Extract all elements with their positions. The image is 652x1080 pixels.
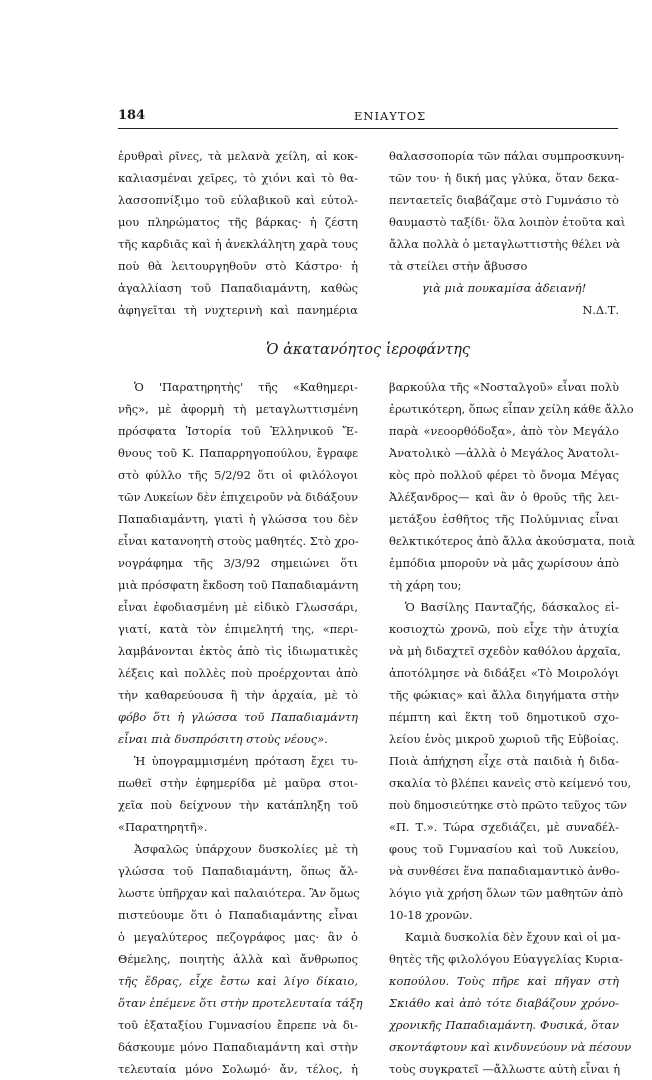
text-line: λωστε ὑπῆρχαν καὶ παλαιότερα. Ἂν ὅμως [118, 886, 360, 900]
text-line: μου πληρώματος τῆς βάρκας· ἡ ζέστη [118, 215, 358, 229]
text-line: τῶν Λυκείων δὲν ἐπιχειροῦν νὰ διδάξουν [118, 490, 358, 504]
text-line: Ὁ Βασίλης Πανταζής, δάσκαλος εἰ- [405, 600, 619, 614]
text-line: κοπούλου. Τοὺς πῆρε καὶ πῆγαν στὴ [389, 974, 619, 988]
signature: Ν.Δ.Τ. [582, 303, 619, 317]
text-line: σκοντάφτουν καὶ κινδυνεύουν νὰ πέσουν [389, 1040, 632, 1054]
text-line: βαρκούλα τῆς «Νοσταλγοῦ» εἶναι πολὺ [389, 380, 619, 394]
text-line: εἶναι πιὰ δυσπρόσιτη στοὺς νέους». [118, 732, 328, 746]
text-line: μιὰ πρόσφατη ἔκδοση τοῦ Παπαδιαμάντη [118, 578, 359, 592]
text-line: ἀφηγεῖται τὴ νυχτερινὴ καὶ πανημέρια [118, 303, 358, 317]
text-line: θαυμαστὸ ταξίδι· ὅλα λοιπὸν ἐτοῦτα καὶ [389, 215, 626, 229]
text-line: νογράφημα τῆς 3/3/92 σημειώνει ὅτι [118, 556, 358, 570]
text-line: νῆς», μὲ ἀφορμὴ τὴ μεταγλωττισμένη [118, 402, 358, 416]
text-line: τῆς καρδιᾶς καὶ ἡ ἀνεκλάλητη χαρὰ τους [118, 237, 358, 251]
text-line: γιατί, κατὰ τὸν ἐπιμελητή της, «περι- [118, 622, 358, 636]
text-line: πιστεύουμε ὅτι ὁ Παπαδιαμάντης εἶναι [118, 908, 358, 922]
text-line: τοῦ ἑξαταξίου Γυμνασίου ἔπρεπε νὰ δι- [118, 1018, 358, 1032]
text-line: ἄλλα πολλὰ ὁ μεταγλωττιστὴς θέλει νὰ [389, 237, 621, 251]
text-line: θητὲς τῆς φιλολόγου Εὐαγγελίας Κυρια- [389, 952, 623, 966]
text-line: εἶναι ἐφοδιασμένη μὲ εἰδικὸ Γλωσσάρι, [118, 600, 358, 614]
closing-phrase: γιὰ μιὰ πουκαμίσα ἀδειανή! [421, 281, 587, 295]
text-line: ποὺ θὰ λειτουργηθοῦν στὸ Κάστρο· ἡ [118, 259, 358, 273]
text-line: θνους τοῦ Κ. Παπαρρηγοπούλου, ἔγραφε [118, 446, 358, 460]
text-line: τὴν καθαρεύουσα ἢ τὴν ἀρχαία, μὲ τὸ [118, 688, 358, 702]
page-number: 184 [118, 108, 146, 123]
text-line: παρὰ «νεοορθόδοξα», ἀπὸ τὸν Μεγάλο [389, 424, 619, 438]
text-line: Ἀλέξανδρος— καὶ ἂν ὁ θροῦς τῆς λει- [389, 490, 619, 504]
text-line: ὅταν ἐπέμενε ὅτι στὴν προτελευταία τάξη [118, 996, 363, 1010]
text-line: λόγιο γιὰ χρήση ὅλων τῶν μαθητῶν ἀπὸ [389, 886, 624, 900]
text-line: ἐρυθραὶ ρῖνες, τὰ μελανὰ χείλη, αἱ κοκ- [118, 149, 358, 163]
running-header [118, 106, 618, 129]
running-title: ΕΝΙΑΥΤΟΣ [354, 109, 427, 123]
text-line: Ἀνατολικὸ —ἀλλὰ ὁ Μεγάλος Ἀνατολι- [389, 446, 619, 460]
text-line: πωθεῖ στὴν ἐφημερίδα μὲ μαῦρα στοι- [118, 776, 358, 790]
article-left-column [118, 376, 363, 1080]
text-line: κοσιοχτὼ χρονῶ, ποὺ εἶχε τὴν ἀτυχία [389, 622, 619, 636]
text-line: τῶν του· ἡ δική μας γλύκα, ὅταν δεκα- [389, 171, 619, 185]
text-line: λέξεις καὶ πολλὲς ποὺ προέρχονται ἀπὸ [118, 666, 358, 680]
text-line: πρόσφατα Ἱστορία τοῦ Ἑλληνικοῦ Ἔ- [118, 424, 358, 438]
text-line: Σκιάθο καὶ ἀπὸ τότε διαβάζουν χρόνο- [389, 996, 619, 1010]
text-line: Ἀσφαλῶς ὑπάρχουν δυσκολίες μὲ τὴ [134, 842, 358, 856]
text-line: «Π. Τ.». Τώρα σχεδιάζει, μὲ συναδέλ- [389, 820, 619, 834]
text-line: σκαλία τὸ βλέπει κανεὶς στὸ κείμενό του, [389, 776, 632, 790]
text-line: ἀγαλλίαση τοῦ Παπαδιαμάντη, καθὼς [118, 281, 358, 295]
text-line: Καμιὰ δυσκολία δὲν ἔχουν καὶ οἱ μα- [405, 930, 621, 944]
text-line: νὰ μὴ διδαχτεῖ σχεδὸν καθόλου ἀρχαῖα, [389, 644, 621, 658]
text-line: πενταετεῖς διαβάζαμε στὸ Γυμνάσιο τὸ [389, 193, 619, 207]
text-line: λαμβάνονται ἐκτὸς ἀπὸ τὶς ἰδιωματικὲς [118, 644, 358, 658]
text-line: Παπαδιαμάντη, γιατὶ ἡ γλώσσα του δὲν [118, 512, 358, 526]
text-line: νὰ συνθέσει ἕνα παπαδιαμαντικὸ ἀνθο- [389, 864, 620, 878]
text-line: ἀποτόλμησε νὰ διδάξει «Τὸ Μοιρολόγι [389, 666, 619, 680]
text-line: τοὺς συγκρατεῖ —ἄλλωστε αὐτὴ εἶναι ἡ [389, 1062, 621, 1076]
text-line: τὰ στείλει στὴν ἄβυσσο [389, 259, 528, 273]
text-line: μετάξου ἐσθῆτος τῆς Πολύμνιας εἶναι [389, 512, 619, 526]
top-left-column [118, 145, 358, 321]
text-line: λείου ἑνὸς μικροῦ χωριοῦ τῆς Εὐβοίας. [389, 732, 619, 746]
text-line: Θέμελης, ποιητὴς ἀλλὰ καὶ ἄνθρωπος [118, 952, 358, 966]
text-line: χρονικῆς Παπαδιαμάντη. Φυσικά, ὅταν [389, 1018, 619, 1032]
text-line: γλώσσα τοῦ Παπαδιαμάντη, ὅπως ἄλ- [118, 864, 358, 878]
article-right-column [389, 376, 635, 1080]
text-line: «Παρατηρητῆ». [118, 820, 208, 834]
text-line: καλιασμέναι χεῖρες, τὸ χιόνι καὶ τὸ θα- [118, 171, 358, 185]
text-line: δάσκουμε μόνο Παπαδιαμάντη καὶ στὴν [118, 1040, 358, 1054]
text-line: λασσοπνίξιμο τοῦ εὐλαβικοῦ καὶ εὐτολ- [118, 193, 358, 207]
text-line: πέμπτη καὶ ἕκτη τοῦ δημοτικοῦ σχο- [389, 710, 619, 724]
text-line: φόβο ὅτι ἡ γλώσσα τοῦ Παπαδιαμάντη [118, 710, 358, 724]
text-line: τὴ χάρη του; [389, 578, 462, 592]
text-line: τελευταία μόνο Σολωμό· ἄν, τέλος, ἡ [118, 1062, 358, 1076]
text-line: 10-18 χρονῶν. [389, 908, 473, 922]
text-line: θελκτικότερος ἀπὸ ἄλλα ἀκούσματα, ποιὰ [389, 534, 635, 548]
text-line: κὸς πρὸ πολλοῦ φέρει τὸ ὄνομα Μέγας [389, 468, 619, 482]
text-line: εἶναι κατανοητὴ στοὺς μαθητές. Στὸ χρο- [118, 534, 359, 548]
text-line: χεῖα ποὺ δείχνουν τὴν κατάπληξη τοῦ [118, 798, 358, 812]
text-line: ἐμπόδια μποροῦν νὰ μᾶς χωρίσουν ἀπὸ [389, 556, 619, 570]
text-line: θαλασσοπορία τῶν πάλαι συμπροσκυνη- [389, 149, 625, 163]
text-line: Ποιὰ ἀπήχηση εἶχε στὰ παιδιὰ ἡ διδα- [389, 754, 619, 768]
text-line: τῆς ἕδρας, εἶχε ἔστω καὶ λίγο δίκαιο, [118, 974, 358, 988]
text-line: Ἡ ὑπογραμμισμένη πρόταση ἔχει τυ- [134, 754, 358, 768]
text-line: φους τοῦ Γυμνασίου καὶ τοῦ Λυκείου, [389, 842, 619, 856]
text-line: ποὺ δημοσιεύτηκε στὸ πρῶτο τεῦχος τῶν [389, 798, 627, 812]
text-line: στὸ φύλλο τῆς 5/2/92 ὅτι οἱ φιλόλογοι [118, 468, 358, 482]
text-line: τῆς φώκιας» καὶ ἄλλα διηγήματα στὴν [389, 688, 619, 702]
text-line: ἐρωτικότερη, ὅπως εἶπαν χείλη κάθε ἄλλο [389, 402, 634, 416]
top-right-column [389, 145, 626, 321]
article-title: Ὁ ἀκατανόητος ἱεροφάντης [266, 342, 470, 358]
text-line: ὁ μεγαλύτερος πεζογράφος μας· ἂν ὁ [118, 930, 358, 944]
text-line: Ὁ 'Παρατηρητὴς' τῆς «Καθημερι- [134, 380, 358, 394]
